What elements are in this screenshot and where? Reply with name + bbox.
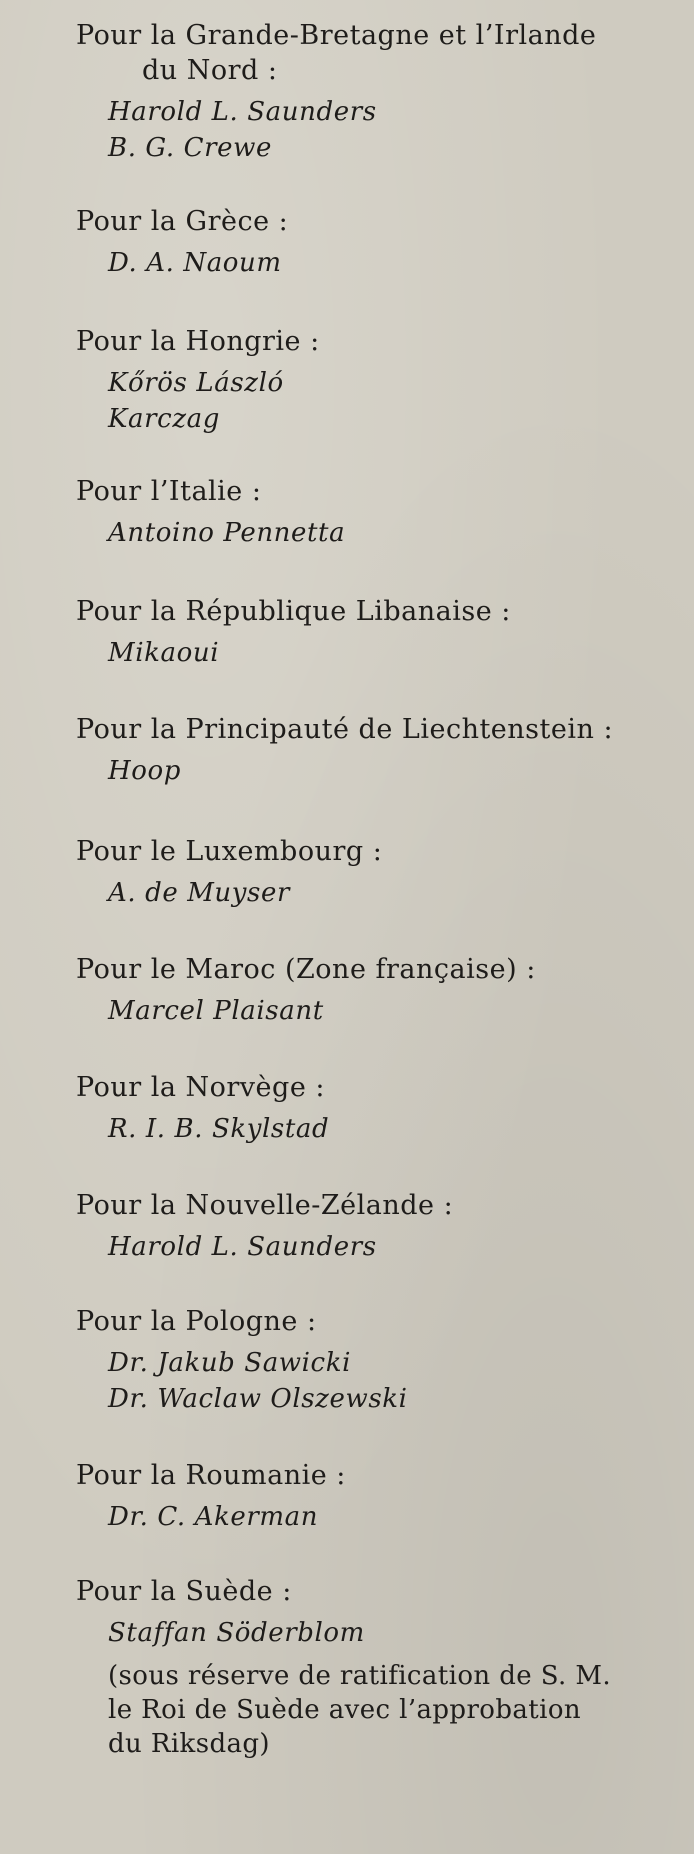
signatory-list [108, 1111, 676, 1147]
country-heading: Pour la Principauté de Liechtenstein : [76, 714, 614, 745]
country-heading: Pour la Nouvelle-Zélande : [76, 1190, 454, 1221]
signatory-name: Dr. Waclaw Olszewski [108, 1384, 408, 1414]
country-heading: Pour la Hongrie : [76, 326, 320, 357]
entry-italie [76, 474, 676, 551]
signatory-name: Antoino Pennetta [108, 518, 346, 548]
signatory-list [108, 1499, 676, 1535]
entry-liban [76, 594, 676, 671]
entry-pologne [76, 1304, 676, 1417]
signatory-list [108, 365, 676, 437]
signatory-list [108, 1345, 676, 1417]
ratification-note [108, 1659, 676, 1761]
signatory-list [108, 515, 676, 551]
signatory-name: Dr. Jakub Sawicki [108, 1348, 351, 1378]
note-line: du Riksdag) [108, 1729, 270, 1759]
entry-maroc [76, 952, 676, 1029]
entry-liechtenstein [76, 712, 676, 789]
signatory-name: Karczag [108, 404, 220, 434]
entry-grece [76, 204, 676, 281]
signatory-list [108, 245, 676, 281]
signatory-name: Harold L. Saunders [108, 97, 377, 127]
signatory-list [108, 635, 676, 671]
country-heading-continuation: du Nord : [142, 55, 278, 86]
entry-roumanie [76, 1458, 676, 1535]
country-heading: Pour le Maroc (Zone française) : [76, 954, 536, 985]
signatory-name: A. de Muyser [108, 878, 291, 908]
entry-luxembourg [76, 834, 676, 911]
signatory-list [108, 993, 676, 1029]
entry-suede [76, 1574, 676, 1761]
signatory-name: Marcel Plaisant [108, 996, 324, 1026]
signatory-list [108, 753, 676, 789]
country-heading: Pour la Grèce : [76, 206, 289, 237]
signatory-name: Mikaoui [108, 638, 220, 668]
signatory-name: B. G. Crewe [108, 133, 272, 163]
country-heading: Pour la République Libanaise : [76, 596, 511, 627]
country-heading: Pour la Norvège : [76, 1072, 325, 1103]
country-heading: Pour l’Italie : [76, 476, 262, 507]
signatory-name: R. I. B. Skylstad [108, 1114, 330, 1144]
country-heading: Pour le Luxembourg : [76, 836, 383, 867]
signatory-name: Hoop [108, 756, 182, 786]
country-heading: Pour la Pologne : [76, 1306, 317, 1337]
country-heading: Pour la Suède : [76, 1576, 292, 1607]
signatory-list [108, 875, 676, 911]
country-heading: Pour la Roumanie : [76, 1460, 346, 1491]
signatory-name: Kőrös László [108, 368, 284, 398]
signatory-name: Dr. C. Akerman [108, 1502, 319, 1532]
signatory-list [108, 1615, 676, 1651]
country-heading: Pour la Grande-Bretagne et l’Irlande [76, 20, 597, 51]
signatory-list [108, 94, 676, 166]
entry-hongrie [76, 324, 676, 437]
entry-grande-bretagne [76, 18, 676, 166]
entry-norvege [76, 1070, 676, 1147]
note-line: le Roi de Suède avec l’approbation [108, 1695, 582, 1725]
signatory-name: Harold L. Saunders [108, 1232, 377, 1262]
signatory-name: D. A. Naoum [108, 248, 282, 278]
signatory-name: Staffan Söderblom [108, 1618, 365, 1648]
note-line: (sous réserve de ratification de S. M. [108, 1661, 612, 1691]
entry-nouvelle-zelande [76, 1188, 676, 1265]
signatory-list [108, 1229, 676, 1265]
